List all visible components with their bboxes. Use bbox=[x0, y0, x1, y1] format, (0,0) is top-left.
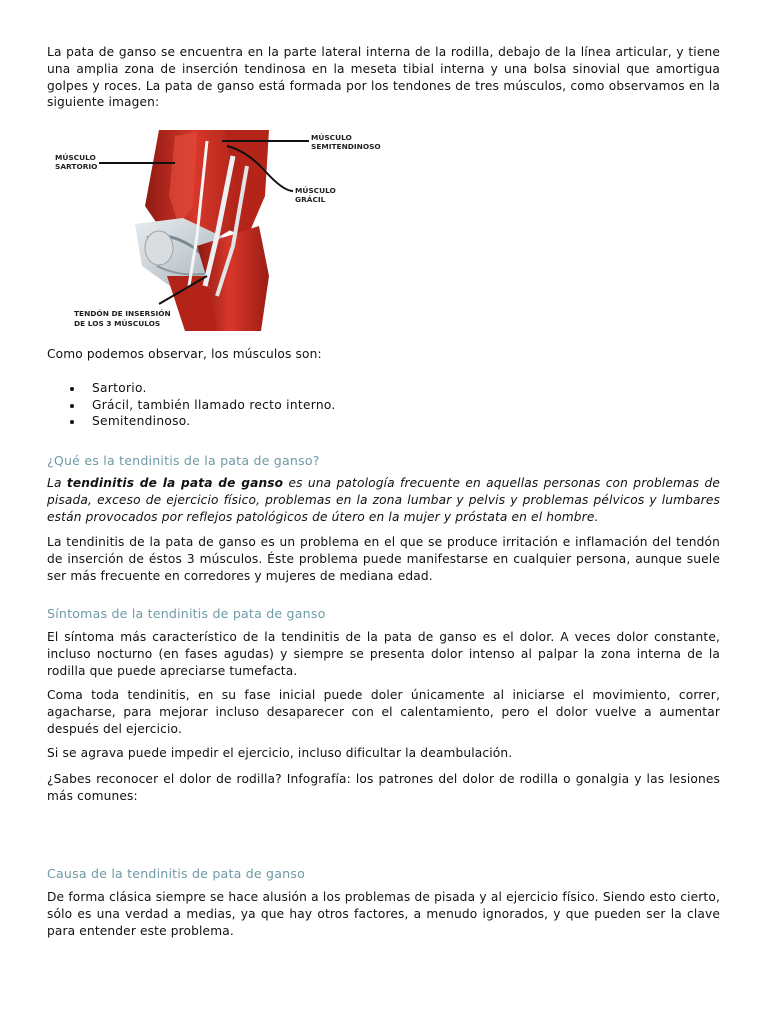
intro-paragraph: La pata de ganso se encuentra en la parte lateral interna de la rodilla, debajo de la línea articular, y tiene una amplia zona de inserción tendinosa en la meseta tibial interna y una bolsa sinovial que amortigua golpes y roces. La pata de ganso está formada por los tendones de tres músculos, como observamos en la siguiente imagen: bbox=[47, 45, 720, 110]
list-item: Sartorio. bbox=[47, 380, 336, 397]
section2-paragraph1: El síntoma más característico de la tendinitis de la pata de ganso es el dolor. A veces dolor constante, incluso nocturno (en fases agudas) y siempre se presenta dolor intenso al palpar la zona interna de la rodilla que puede apreciarse tumefacta. bbox=[47, 630, 720, 678]
label-semitendinoso-line1: MÚSCULO bbox=[311, 133, 352, 142]
section1-paragraph2: La tendinitis de la pata de ganso es un problema en el que se produce irritación e inflamación del tendón de inserción de éstos 3 músculos. Éste problema puede manifestarse en cualquier persona, aunque suele ser más frecuente en corredores y mujeres de mediana edad. bbox=[47, 535, 720, 583]
muscles-intro: Como podemos observar, los músculos son: bbox=[47, 347, 322, 361]
label-gracil-line1: MÚSCULO bbox=[295, 186, 336, 195]
section1-paragraph1: La tendinitis de la pata de ganso es una patología frecuente en aquellas personas con problemas de pisada, exceso de ejercicio físico, problemas en la zona lumbar y pelvis y problemas pélvicos y lumbares están provocados por reflejos patológicos de útero en la mujer y próstata en el hombre. bbox=[47, 476, 720, 524]
label-tendon-line1: TENDÓN DE INSERSIÓN bbox=[74, 309, 171, 318]
label-semitendinoso-line2: SEMITENDINOSO bbox=[311, 142, 381, 151]
section2-paragraph4: ¿Sabes reconocer el dolor de rodilla? Infografía: los patrones del dolor de rodilla o gonalgia y las lesiones más comunes: bbox=[47, 772, 720, 803]
bullet-icon bbox=[70, 387, 74, 391]
list-item: Semitendinoso. bbox=[47, 413, 336, 430]
muscles-list bbox=[47, 380, 336, 430]
label-tendon-line2: DE LOS 3 MÚSCULOS bbox=[74, 319, 161, 328]
label-gracil-line2: GRÁCIL bbox=[295, 195, 326, 204]
label-sartorio-line1: MÚSCULO bbox=[55, 153, 96, 162]
section3-paragraph1: De forma clásica siempre se hace alusión a los problemas de pisada y al ejercicio físico. Siendo esto cierto, sólo es una verdad a medias, ya que hay otros factores, a menudo ignorados, y que pueden ser la clave para entender este problema. bbox=[47, 890, 720, 938]
section2-paragraph3: Si se agrava puede impedir el ejercicio, incluso dificultar la deambulación. bbox=[47, 746, 513, 760]
section-heading-what-is: ¿Qué es la tendinitis de la pata de ganso? bbox=[47, 453, 320, 468]
section-heading-symptoms: Síntomas de la tendinitis de pata de ganso bbox=[47, 606, 326, 621]
section2-paragraph2: Coma toda tendinitis, en su fase inicial puede doler únicamente al iniciarse el movimiento, correr, agacharse, para mejorar incluso desaparecer con el calentamiento, pero el dolor vuelve a aumentar después del ejercicio. bbox=[47, 688, 720, 736]
bold-term: tendinitis de la pata de ganso bbox=[66, 476, 284, 490]
knee-anatomy-figure bbox=[47, 126, 392, 336]
list-item: Grácil, también llamado recto interno. bbox=[47, 397, 336, 414]
section-heading-cause: Causa de la tendinitis de pata de ganso bbox=[47, 866, 306, 881]
label-sartorio-line2: SARTORIO bbox=[55, 162, 98, 171]
bullet-icon bbox=[70, 404, 74, 408]
bullet-icon bbox=[70, 420, 74, 424]
knee-muscles-illustration bbox=[47, 126, 392, 336]
